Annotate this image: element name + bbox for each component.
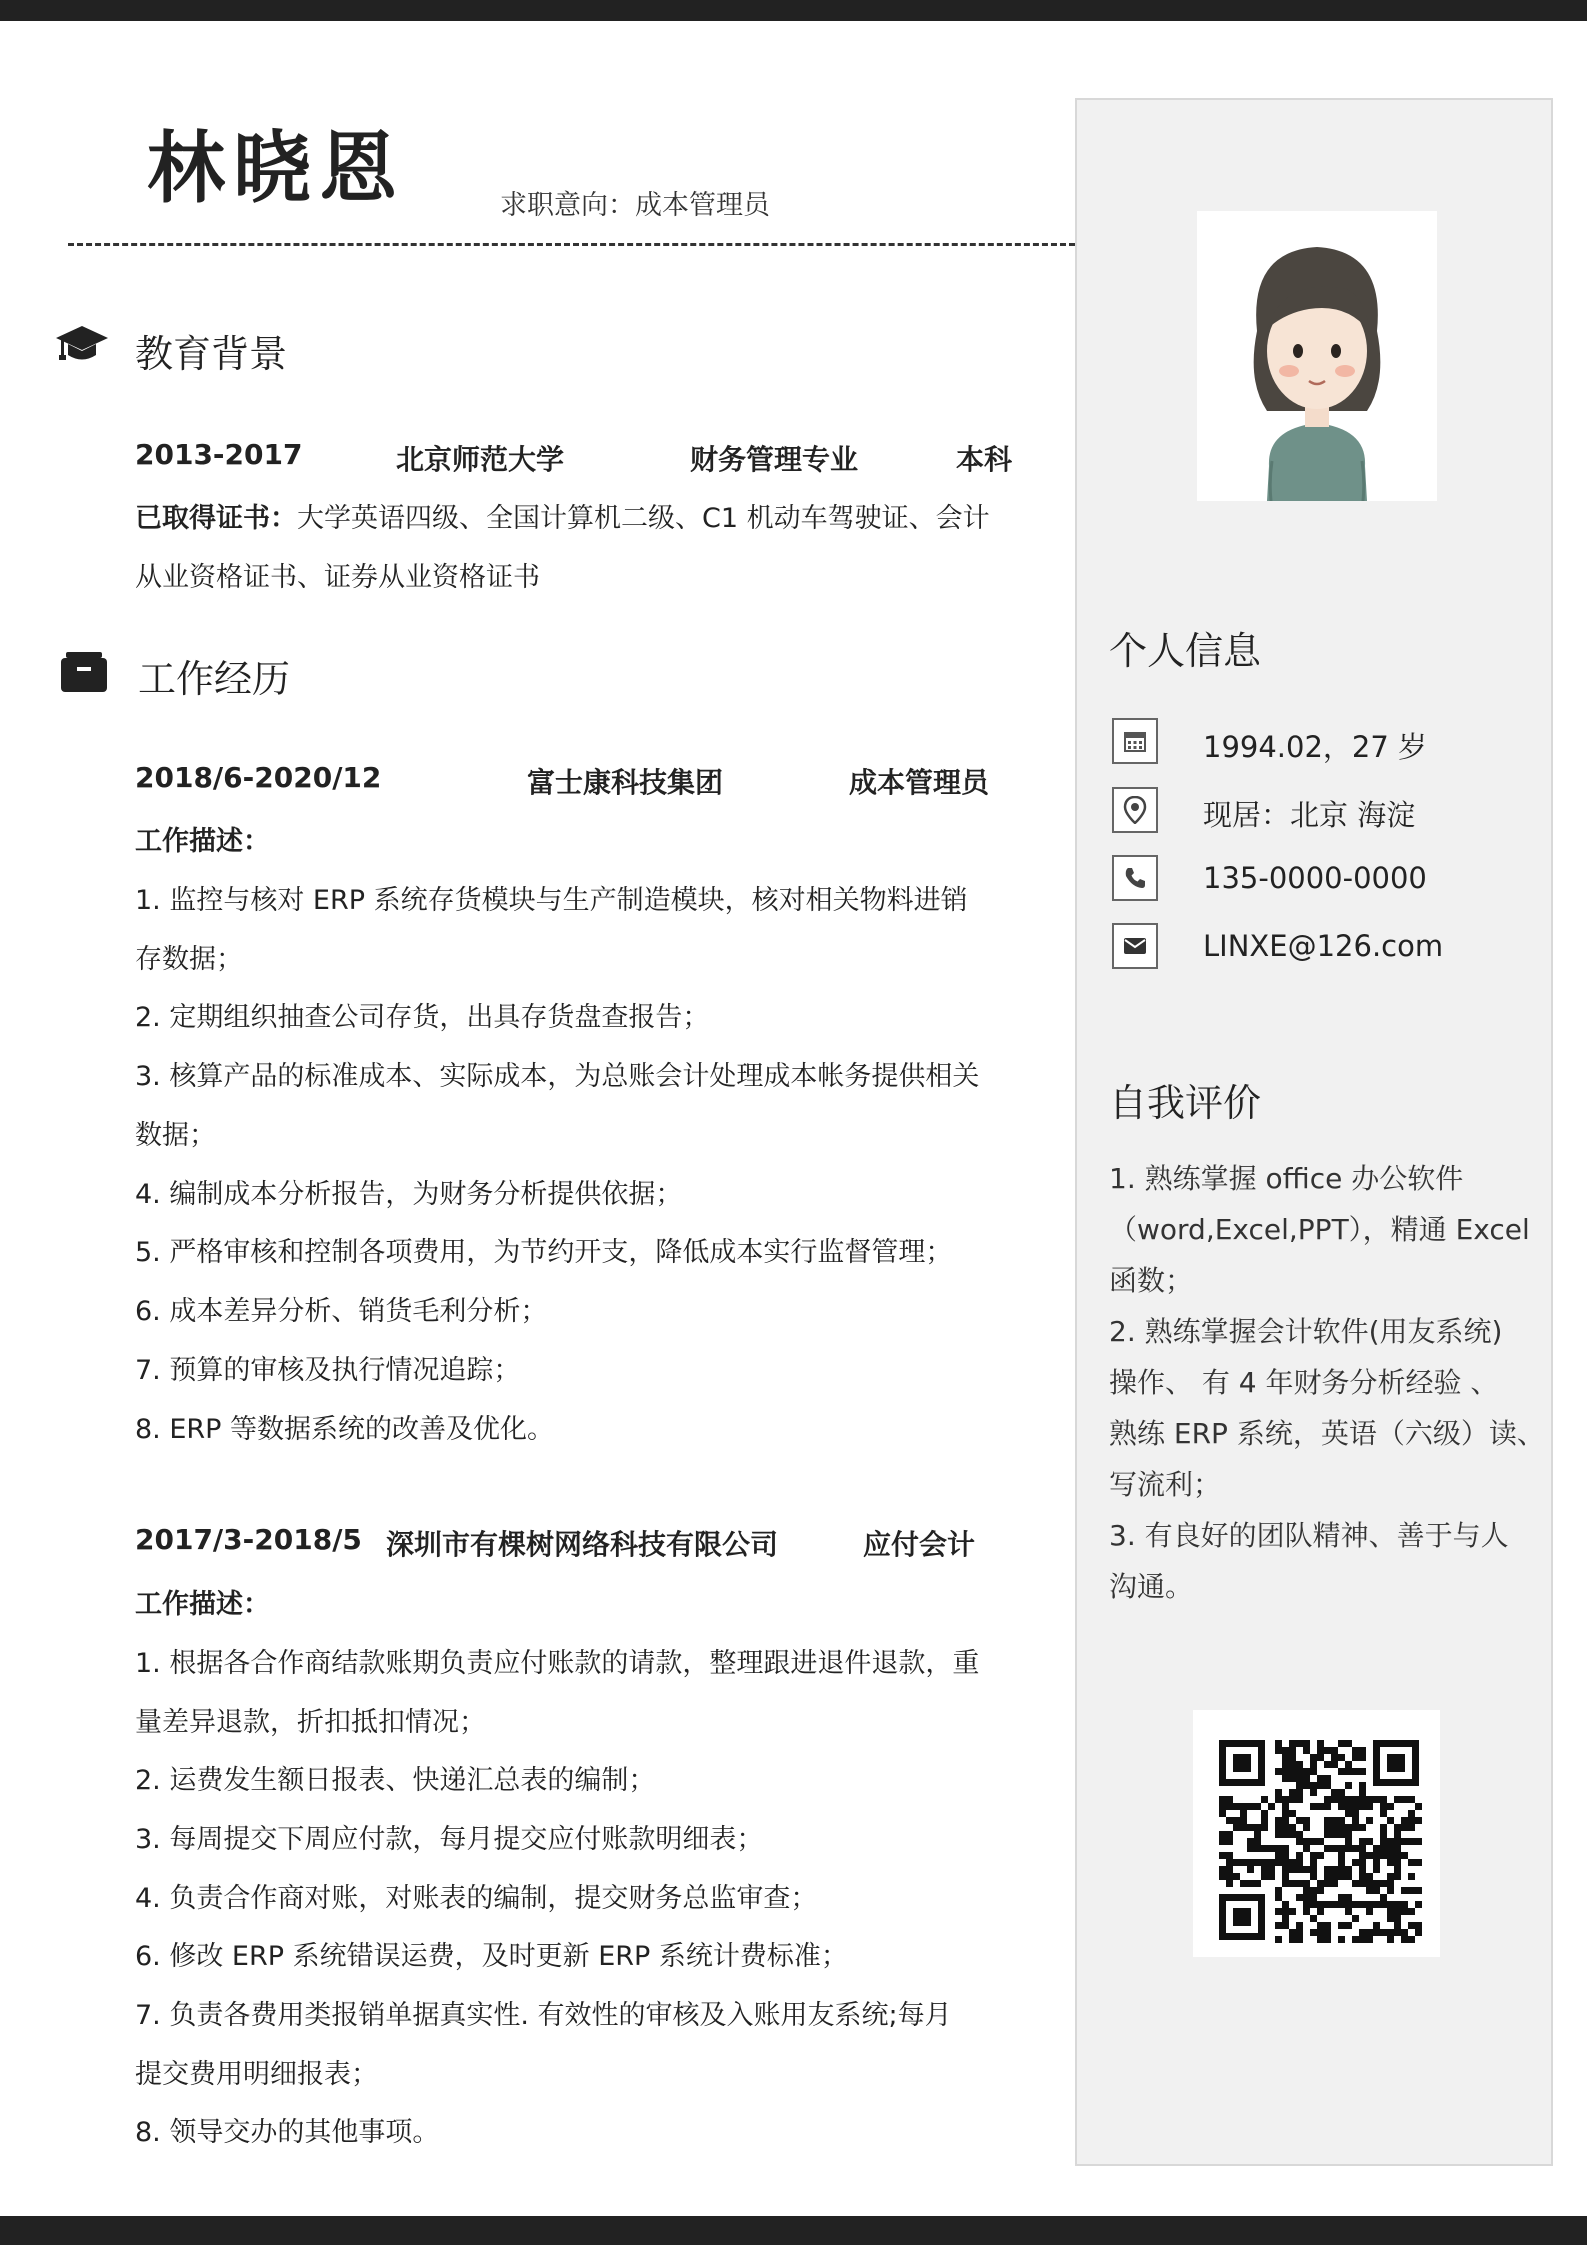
job1-line: 2. 定期组织抽查公司存货，出具存货盘查报告；	[135, 1002, 710, 1033]
job1-line: 1. 监控与核对 ERP 系统存货模块与生产制造模块，核对相关物料进销	[135, 885, 968, 916]
job2-line: 2. 运费发生额日报表、快递汇总表的编制；	[135, 1765, 656, 1796]
job2-line: 1. 根据各合作商结款账期负责应付账款的请款，整理跟进退件退款，重	[135, 1648, 980, 1679]
job2-line: 4. 负责合作商对账，对账表的编制，提交财务总监审查；	[135, 1883, 818, 1914]
job2-line: 3. 每周提交下周应付款，每月提交应付账款明细表；	[135, 1824, 764, 1855]
phone-icon	[1112, 855, 1158, 901]
job1-line: 3. 核算产品的标准成本、实际成本，为总账会计处理成本帐务提供相关	[135, 1061, 980, 1092]
job2-company: 深圳市有棵树网络科技有限公司	[386, 1528, 779, 1561]
education-title: 教育背景	[135, 332, 288, 376]
job1-line: 6. 成本差异分析、销货毛利分析；	[135, 1296, 548, 1327]
bottom-bar	[0, 2216, 1587, 2245]
phone-info: 135-0000-0000	[1203, 861, 1427, 895]
self-eval-line: 操作、 有 4 年财务分析经验 、	[1109, 1366, 1499, 1399]
candidate-name: 林晓恩	[147, 124, 406, 214]
edu-period: 2013-2017	[135, 438, 303, 471]
job2-line: 8. 领导交办的其他事项。	[135, 2117, 440, 2148]
self-eval-line: （word,Excel,PPT），精通 Excel	[1109, 1213, 1530, 1246]
job1-line: 7. 预算的审核及执行情况追踪；	[135, 1355, 521, 1386]
job1-period: 2018/6-2020/12	[135, 761, 382, 794]
personal-info-title: 个人信息	[1109, 629, 1262, 673]
job2-line: 提交费用明细报表；	[135, 2059, 378, 2090]
self-eval-line: 1. 熟练掌握 office 办公软件	[1109, 1162, 1464, 1195]
job2-desc-label: 工作描述：	[135, 1589, 270, 1620]
job-intent: 求职意向：成本管理员	[500, 190, 770, 221]
self-eval-line: 3. 有良好的团队精神、善于与人	[1109, 1519, 1509, 1552]
self-eval-title: 自我评价	[1109, 1081, 1262, 1125]
job2-line: 7. 负责各费用类报销单据真实性. 有效性的审核及入账用友系统;每月	[135, 2000, 952, 2031]
calendar-icon	[1112, 718, 1158, 764]
job1-company: 富士康科技集团	[527, 766, 724, 799]
edu-school: 北京师范大学	[396, 443, 565, 476]
self-eval-line: 熟练 ERP 系统，英语（六级）读、	[1109, 1417, 1545, 1450]
job1-desc-label: 工作描述：	[135, 826, 270, 857]
location-pin-icon	[1112, 787, 1158, 833]
job1-line: 5. 严格审核和控制各项费用，为节约开支，降低成本实行监督管理；	[135, 1237, 953, 1268]
job2-line: 量差异退款，折扣抵扣情况；	[135, 1707, 486, 1738]
self-eval-line: 函数；	[1109, 1264, 1194, 1297]
job1-line: 4. 编制成本分析报告，为财务分析提供依据；	[135, 1179, 683, 1210]
edu-degree: 本科	[956, 443, 1013, 476]
header-divider	[68, 243, 1075, 246]
work-title: 工作经历	[138, 657, 291, 701]
job1-role: 成本管理员	[849, 766, 990, 799]
briefcase-icon	[58, 650, 110, 694]
job2-line: 6. 修改 ERP 系统错误运费，及时更新 ERP 系统计费标准；	[135, 1941, 848, 1972]
job1-line: 数据；	[135, 1120, 216, 1151]
cert-text-2: 从业资格证书、证券从业资格证书	[135, 562, 540, 593]
job2-period: 2017/3-2018/5	[135, 1523, 362, 1556]
residence-info: 现居：北京 海淀	[1203, 798, 1416, 832]
avatar	[1197, 211, 1437, 501]
cert-label: 已取得证书：	[135, 503, 297, 534]
edu-major: 财务管理专业	[690, 443, 859, 476]
cert-line	[135, 496, 990, 535]
envelope-icon	[1112, 923, 1158, 969]
qr-code	[1193, 1710, 1440, 1957]
job2-role: 应付会计	[863, 1528, 976, 1561]
email-info: LINXE@126.com	[1203, 929, 1444, 963]
self-eval-line: 2. 熟练掌握会计软件(用友系统)	[1109, 1315, 1503, 1348]
job1-line: 存数据；	[135, 944, 243, 975]
birth-info: 1994.02，27 岁	[1203, 730, 1428, 764]
graduation-cap-icon	[56, 322, 108, 366]
self-eval-line: 写流利；	[1109, 1468, 1222, 1501]
cert-text-1: 大学英语四级、全国计算机二级、C1 机动车驾驶证、会计	[297, 503, 990, 534]
top-bar	[0, 0, 1587, 21]
self-eval-line: 沟通。	[1109, 1570, 1194, 1603]
job1-line: 8. ERP 等数据系统的改善及优化。	[135, 1414, 555, 1445]
